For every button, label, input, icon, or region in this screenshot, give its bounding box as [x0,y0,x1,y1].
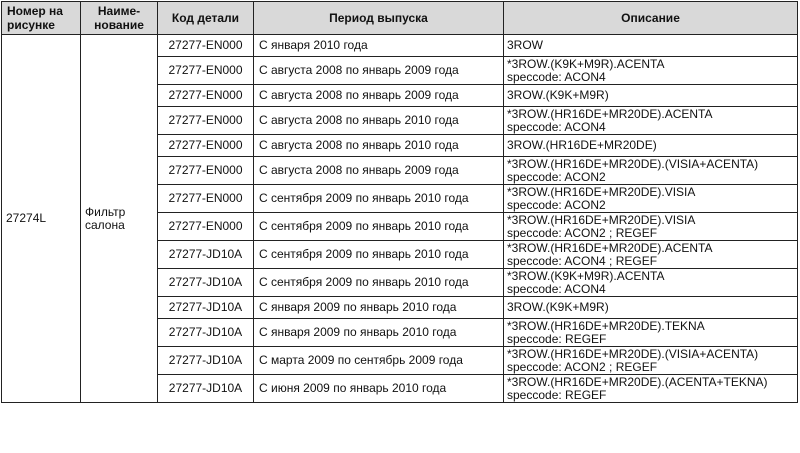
description-line: speccode: ACON4 [507,69,606,84]
header-description: Описание [504,2,798,35]
description-line: speccode: ACON4 ; REGEF [507,253,658,268]
code-cell: 27277-EN000 [158,157,254,185]
period-cell: С августа 2008 по январь 2009 года [254,157,504,185]
code-cell: 27277-JD10A [158,297,254,319]
description-line: speccode: REGEF [507,387,607,402]
code-cell: 27277-JD10A [158,241,254,269]
parts-table-container [1,1,797,450]
table-row [2,35,798,57]
description-line: speccode: ACON2 ; REGEF [507,359,658,374]
description-cell [504,347,798,375]
code-cell: 27277-JD10A [158,319,254,347]
period-cell: С января 2009 по январь 2010 года [254,297,504,319]
period-cell: С сентября 2009 по январь 2010 года [254,241,504,269]
code-cell: 27277-EN000 [158,57,254,85]
period-cell: С августа 2008 по январь 2010 года [254,135,504,157]
header-code: Код детали [158,2,254,35]
description-cell [504,35,798,57]
description-cell [504,241,798,269]
header-name: Наиме- нование [81,2,158,35]
description-line: *3ROW.(HR16DE+MR20DE).TEKNA [507,318,705,333]
part-name-cell: Фильтр салона [81,35,158,403]
description-line: speccode: ACON2 ; REGEF [507,225,658,240]
period-cell: С января 2009 по январь 2010 года [254,319,504,347]
description-cell [504,57,798,85]
description-cell [504,269,798,297]
description-cell [504,319,798,347]
description-line: speccode: ACON2 [507,169,606,184]
code-cell: 27277-EN000 [158,135,254,157]
header-row [2,2,798,35]
period-cell: С июня 2009 по январь 2010 года [254,375,504,403]
code-cell: 27277-EN000 [158,213,254,241]
description-line: *3ROW.(HR16DE+MR20DE).VISIA [507,184,696,199]
description-line: 3ROW.(K9K+M9R) [507,88,609,102]
period-cell: С сентября 2009 по январь 2010 года [254,213,504,241]
description-line: 3ROW.(K9K+M9R) [507,300,609,314]
code-cell: 27277-JD10A [158,347,254,375]
description-line: *3ROW.(HR16DE+MR20DE).ACENTA [507,106,713,121]
description-cell [504,135,798,157]
description-line: *3ROW.(K9K+M9R).ACENTA [507,268,665,283]
description-line: speccode: ACON4 [507,119,606,134]
period-cell: С августа 2008 по январь 2009 года [254,85,504,107]
description-cell [504,85,798,107]
description-line: *3ROW.(HR16DE+MR20DE).(VISIA+ACENTA) [507,156,759,171]
description-line: *3ROW.(HR16DE+MR20DE).ACENTA [507,240,713,255]
description-cell [504,297,798,319]
code-cell: 27277-JD10A [158,269,254,297]
description-line: speccode: REGEF [507,331,607,346]
header-period: Период выпуска [254,2,504,35]
description-cell [504,157,798,185]
code-cell: 27277-EN000 [158,35,254,57]
period-cell: С марта 2009 по сентябрь 2009 года [254,347,504,375]
description-line: 3ROW.(HR16DE+MR20DE) [507,138,657,152]
description-cell [504,107,798,135]
period-cell: С сентября 2009 по январь 2010 года [254,269,504,297]
period-cell: С августа 2008 по январь 2009 года [254,57,504,85]
description-line: *3ROW.(HR16DE+MR20DE).(VISIA+ACENTA) [507,346,759,361]
description-line: *3ROW.(HR16DE+MR20DE).VISIA [507,212,696,227]
header-number: Номер на рисунке [2,2,81,35]
description-line: speccode: ACON2 [507,197,606,212]
period-cell: С августа 2008 по январь 2010 года [254,107,504,135]
description-line: *3ROW.(K9K+M9R).ACENTA [507,56,665,71]
description-cell [504,185,798,213]
description-line: *3ROW.(HR16DE+MR20DE).(ACENTA+TEKNA) [507,374,768,389]
code-cell: 27277-JD10A [158,375,254,403]
description-line: 3ROW [507,38,543,52]
part-number-cell: 27274L [2,35,81,403]
code-cell: 27277-EN000 [158,85,254,107]
parts-table [1,1,798,403]
code-cell: 27277-EN000 [158,185,254,213]
description-cell [504,213,798,241]
period-cell: С сентября 2009 по январь 2010 года [254,185,504,213]
code-cell: 27277-EN000 [158,107,254,135]
description-line: speccode: ACON4 [507,281,606,296]
period-cell: С января 2010 года [254,35,504,57]
description-cell [504,375,798,403]
table-body [2,35,798,403]
